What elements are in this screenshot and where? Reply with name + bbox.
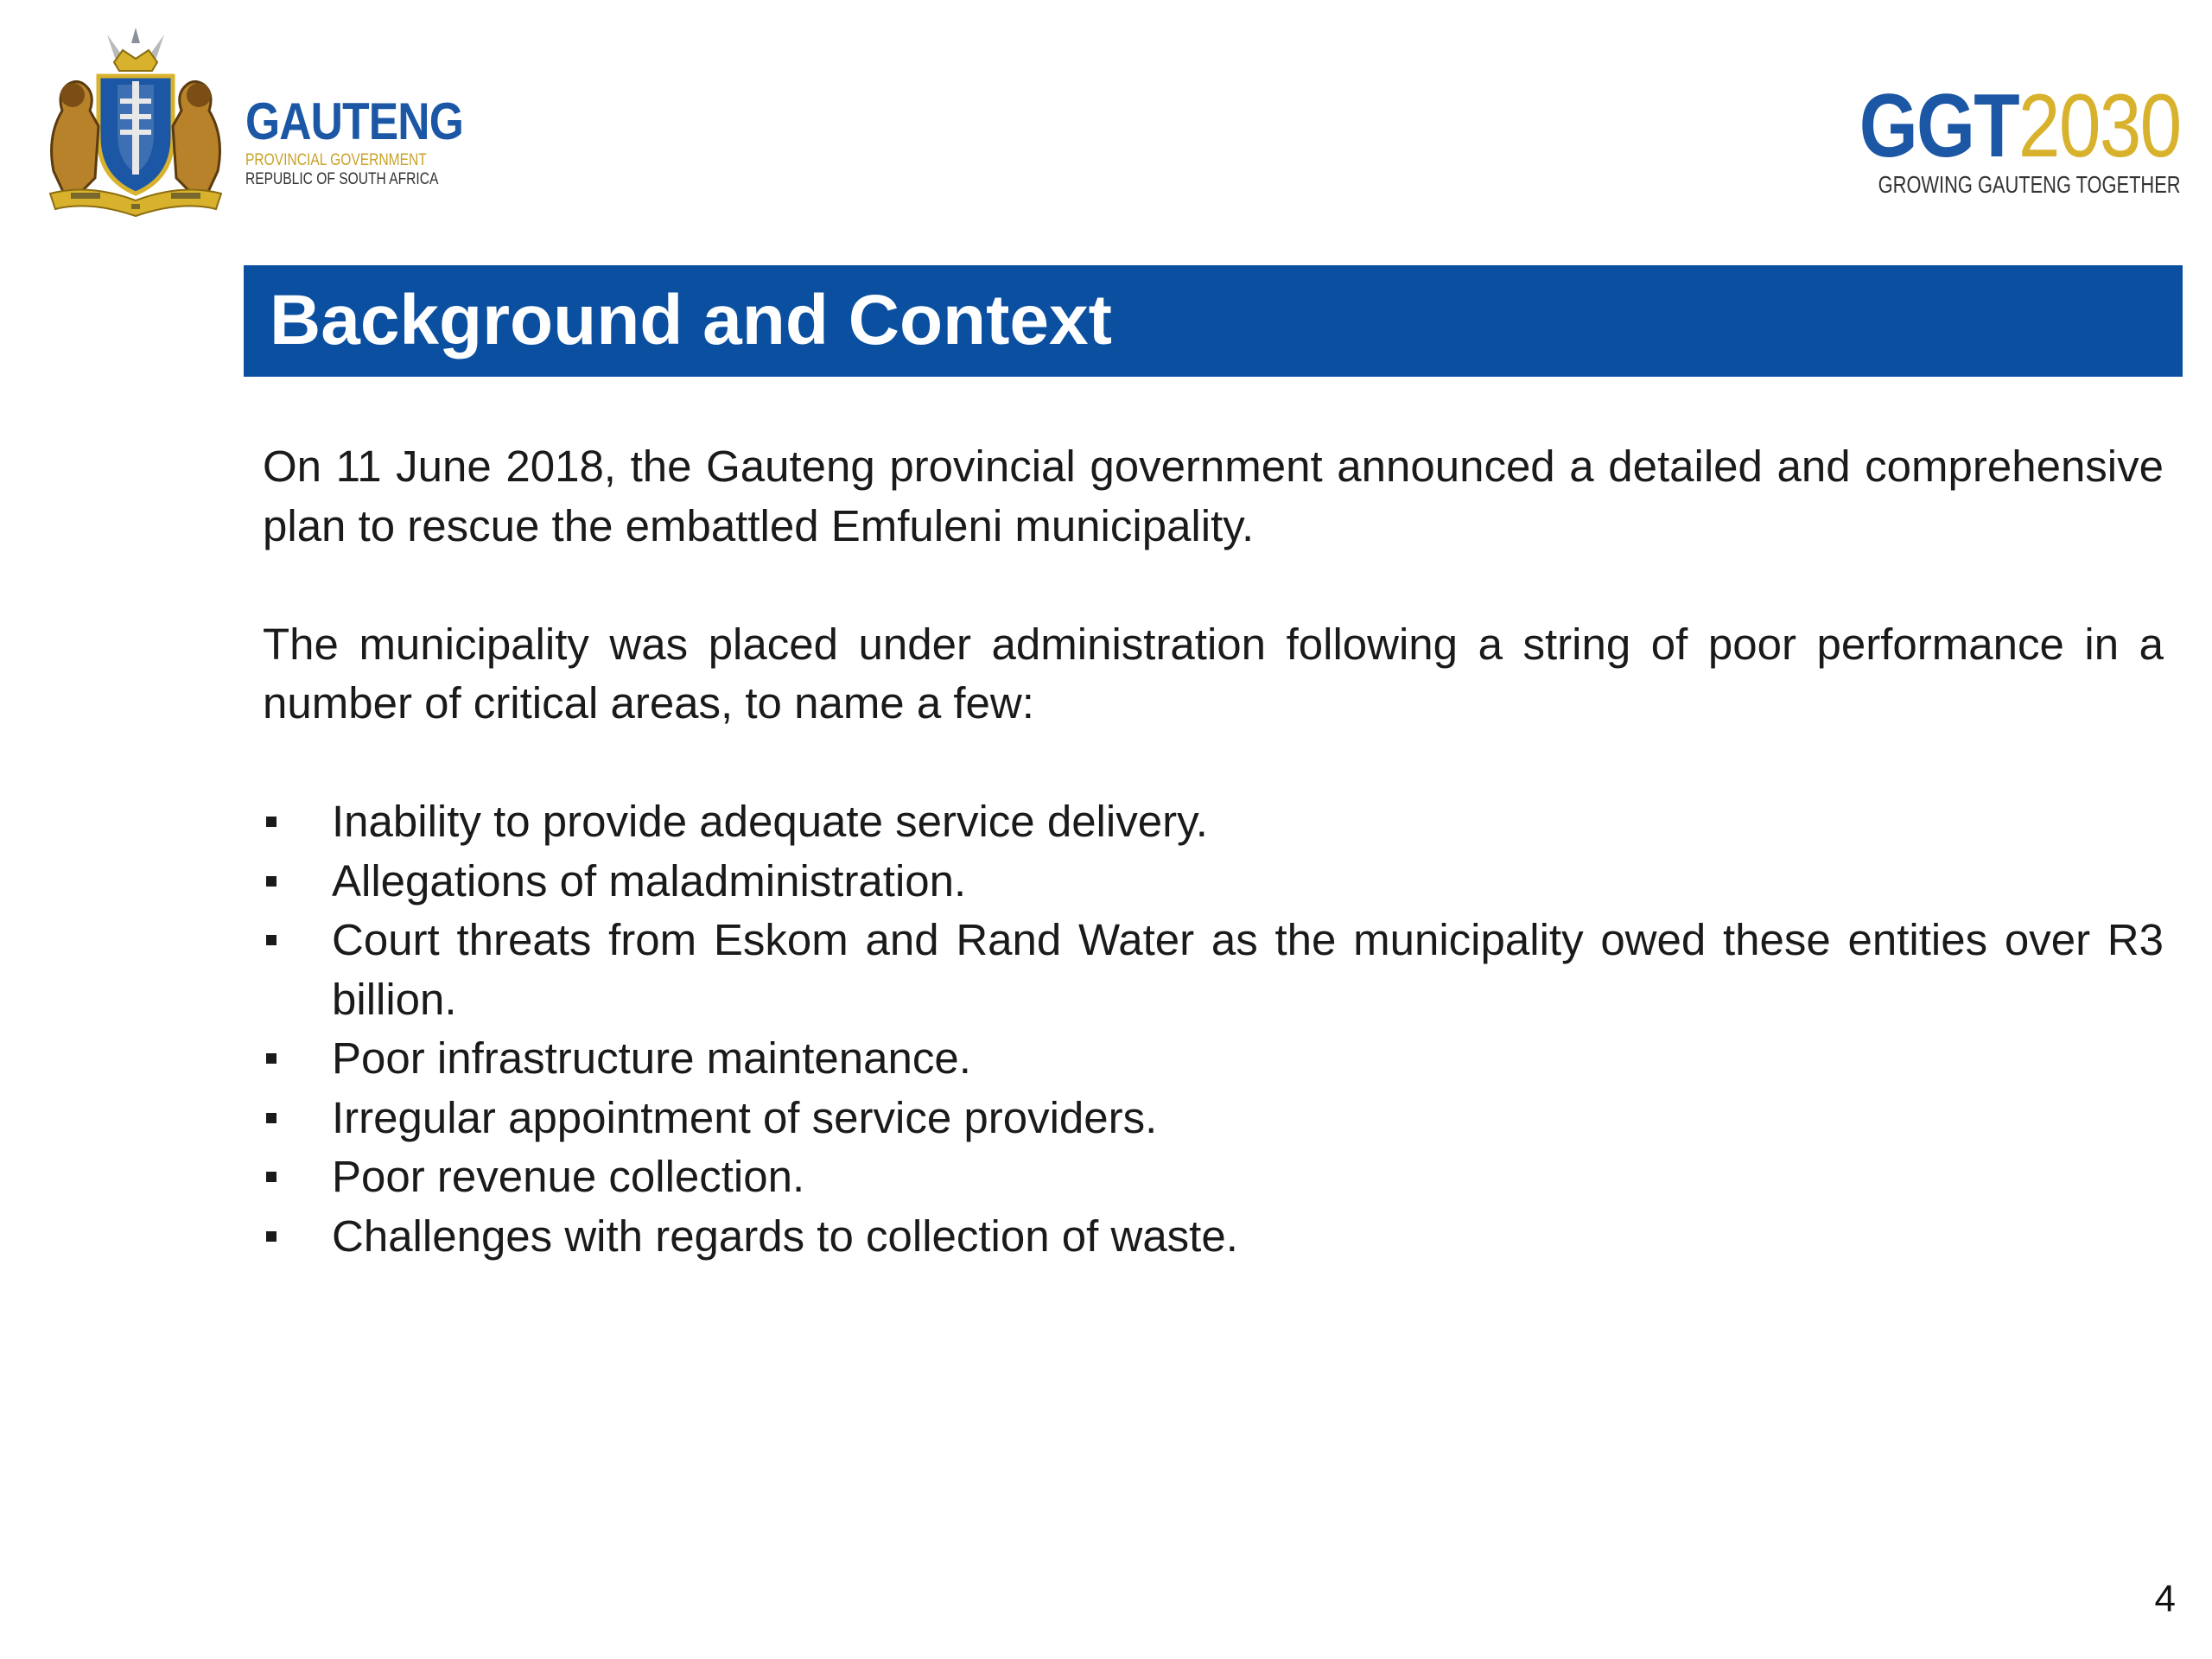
bullet-square-icon [266,876,276,887]
page-number: 4 [2154,1578,2176,1620]
issues-list [263,792,2164,1266]
bullet-square-icon [266,935,276,945]
ggt-logo-year: 2030 [2018,76,2181,176]
slide-content [263,437,2164,1266]
list-item-text: Inability to provide adequate service delivery. [332,797,1208,846]
list-item [263,852,2164,912]
ggt-logo-mark [1855,76,2181,176]
gov-logo-line1: PROVINCIAL GOVERNMENT [245,151,427,169]
list-item [263,1147,2164,1207]
ggt-logo-tagline: GROWING GAUTENG TOGETHER [1878,171,2181,198]
slide-title: Background and Context [270,281,1112,359]
list-item [263,1089,2164,1148]
coat-of-arms-logo [38,24,233,219]
list-item-text: Court threats from Eskom and Rand Water as the municipality owed these entities over R3 billion. [332,915,2164,1024]
bullet-square-icon [266,1172,276,1182]
bullet-square-icon [266,1231,276,1242]
bullet-square-icon [266,1053,276,1064]
list-item [263,1207,2164,1267]
intro-paragraph: On 11 June 2018, the Gauteng provincial government announced a detailed and comprehensive plan to rescue the embattled Emfuleni municipality. [263,442,2164,550]
context-paragraph: The municipality was placed under administration following a string of poor performance in a number of critical areas, to name a few: [263,619,2164,728]
list-item-text: Allegations of maladministration. [332,855,967,906]
bullet-square-icon [266,1113,276,1123]
ggt-logo-prefix: GGT [1859,76,2019,176]
gov-logo-name: GAUTENG [245,92,463,150]
ggt2030-logo [1793,76,2181,199]
list-item [263,911,2164,1029]
list-item-text: Challenges with regards to collection of waste. [332,1211,1238,1261]
title-bar [244,265,2183,377]
list-item-text: Poor revenue collection. [332,1152,805,1201]
list-item-text: Irregular appointment of service providers. [332,1092,1158,1142]
list-item [263,1029,2164,1089]
list-item-text: Poor infrastructure maintenance. [332,1033,971,1083]
gauteng-logo-text [245,92,463,189]
list-item [263,792,2164,852]
bullet-square-icon [266,817,276,827]
gov-logo-line2: REPUBLIC OF SOUTH AFRICA [245,170,439,188]
